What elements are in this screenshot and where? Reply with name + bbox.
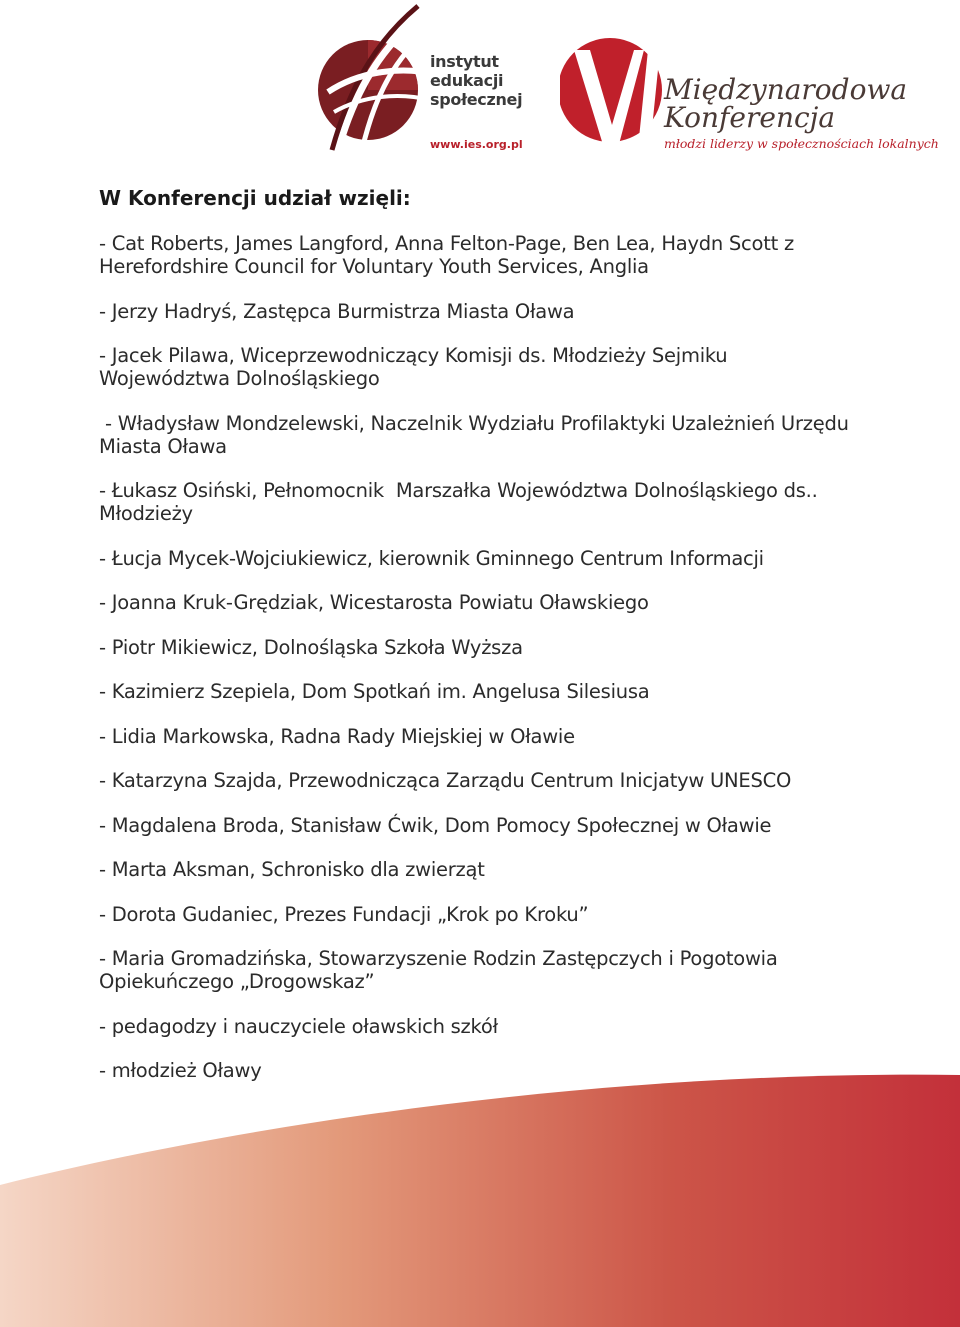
list-item: - Maria Gromadzińska, Stowarzyszenie Rodzin Zastępczych i Pogotowia Opiekuńczego „Drogowskaz”: [99, 947, 778, 993]
ies-logo: [318, 0, 523, 165]
ies-url: www.ies.org.pl: [430, 138, 523, 151]
conference-title: [664, 73, 908, 134]
list-item: - młodzież Oławy: [99, 1059, 262, 1082]
conference-subtitle: młodzi liderzy w społecznościach lokalnych: [664, 136, 939, 151]
list-item: - Piotr Mikiewicz, Dolnośląska Szkoła Wyższa: [99, 635, 523, 659]
list-item: - Łucja Mycek-Wojciukiewicz, kierownik Gminnego Centrum Informacji: [99, 546, 764, 570]
list-item: - Joanna Kruk-Grędziak, Wicestarosta Powiatu Oławskiego: [99, 591, 649, 614]
ies-logo-text: [430, 52, 522, 109]
conference-title-line1: Międzynarodowa: [664, 73, 908, 106]
page-heading: W Konferencji udział wzięli:: [99, 186, 411, 210]
conference-logo-mark-icon: [560, 20, 670, 170]
ies-line-3: społecznej: [430, 90, 523, 109]
ies-line-1: instytut: [430, 52, 499, 71]
list-item: - Władysław Mondzelewski, Naczelnik Wydziału Profilaktyki Uzależnień Urzędu Miasta Oława: [99, 411, 849, 458]
list-item: - pedagodzy i nauczyciele oławskich szkół: [99, 1014, 498, 1038]
list-item: - Lidia Markowska, Radna Rady Miejskiej w Oławie: [99, 724, 575, 748]
conference-logo: [560, 20, 940, 170]
conference-numeral: VI: [610, 166, 611, 167]
participants-list: [99, 232, 919, 1104]
ies-line-2: edukacji: [430, 71, 504, 90]
list-item: - Cat Roberts, James Langford, Anna Felton-Page, Ben Lea, Haydn Scott z Herefordshire Council for Voluntary Youth Services, Anglia: [99, 232, 794, 278]
list-item: - Marta Aksman, Schronisko dla zwierząt: [99, 858, 485, 881]
list-item: - Magdalena Broda, Stanisław Ćwik, Dom Pomocy Społecznej w Oławie: [99, 813, 772, 837]
list-item: - Jerzy Hadryś, Zastępca Burmistrza Miasta Oława: [99, 299, 575, 323]
list-item: - Kazimierz Szepiela, Dom Spotkań im. Angelusa Silesiusa: [99, 680, 650, 703]
list-item: - Jacek Pilawa, Wiceprzewodniczący Komisji ds. Młodzieży Sejmiku Województwa Dolnośląskiego: [99, 344, 728, 390]
list-item: - Dorota Gudaniec, Prezes Fundacji „Krok po Kroku”: [99, 902, 589, 926]
list-item: - Łukasz Osiński, Pełnomocnik Marszałka Województwa Dolnośląskiego ds.. Młodzieży: [99, 479, 818, 525]
conference-title-line2: Konferencja: [664, 101, 836, 134]
list-item: - Katarzyna Szajda, Przewodnicząca Zarządu Centrum Inicjatyw UNESCO: [99, 769, 792, 792]
